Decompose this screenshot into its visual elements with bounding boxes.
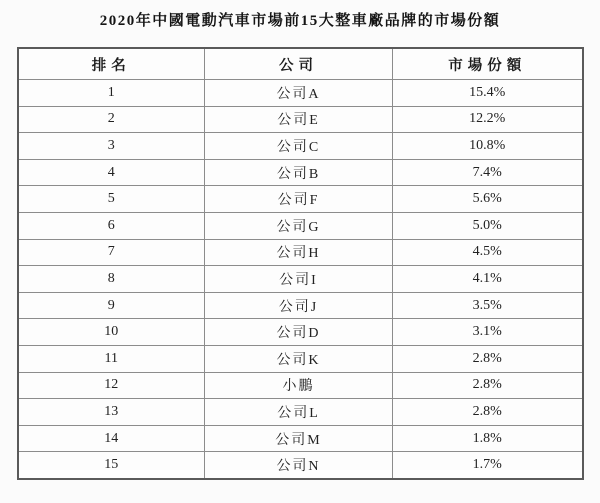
share-cell: 10.8% [393, 133, 583, 160]
company-cell: 公司C [205, 133, 393, 160]
table-row [18, 425, 583, 452]
company-cell: 公司N [205, 452, 393, 479]
table-row [18, 159, 583, 186]
table-row [18, 372, 583, 399]
company-cell: 小鵬 [205, 372, 393, 399]
column-header-company: 公司 [205, 48, 393, 80]
table-row [18, 239, 583, 266]
company-cell: 公司I [205, 266, 393, 293]
table-row [18, 452, 583, 479]
company-cell: 公司F [205, 186, 393, 213]
share-cell: 7.4% [393, 159, 583, 186]
company-cell: 公司H [205, 239, 393, 266]
rank-cell: 10 [18, 319, 205, 346]
rank-cell: 12 [18, 372, 205, 399]
company-cell: 公司G [205, 212, 393, 239]
table-body [18, 80, 583, 479]
table-row [18, 399, 583, 426]
rank-cell: 1 [18, 80, 205, 107]
table-row [18, 186, 583, 213]
rank-cell: 3 [18, 133, 205, 160]
company-cell: 公司B [205, 159, 393, 186]
share-cell: 2.8% [393, 372, 583, 399]
share-cell: 12.2% [393, 106, 583, 133]
rank-cell: 6 [18, 212, 205, 239]
rank-cell: 13 [18, 399, 205, 426]
column-header-rank: 排名 [18, 48, 205, 80]
rank-cell: 9 [18, 292, 205, 319]
rank-cell: 5 [18, 186, 205, 213]
rank-cell: 11 [18, 345, 205, 372]
column-header-market-share: 市場份額 [393, 48, 583, 80]
market-share-table [17, 47, 584, 480]
share-cell: 1.8% [393, 425, 583, 452]
table-row [18, 106, 583, 133]
share-cell: 3.5% [393, 292, 583, 319]
table-row [18, 212, 583, 239]
share-cell: 1.7% [393, 452, 583, 479]
table-row [18, 345, 583, 372]
share-cell: 5.0% [393, 212, 583, 239]
rank-cell: 4 [18, 159, 205, 186]
share-cell: 4.5% [393, 239, 583, 266]
rank-cell: 14 [18, 425, 205, 452]
share-cell: 3.1% [393, 319, 583, 346]
company-cell: 公司J [205, 292, 393, 319]
company-cell: 公司L [205, 399, 393, 426]
company-cell: 公司M [205, 425, 393, 452]
table-row [18, 266, 583, 293]
table-row [18, 319, 583, 346]
table-row [18, 80, 583, 107]
company-cell: 公司D [205, 319, 393, 346]
rank-cell: 15 [18, 452, 205, 479]
company-cell: 公司K [205, 345, 393, 372]
share-cell: 5.6% [393, 186, 583, 213]
share-cell: 2.8% [393, 399, 583, 426]
table-row [18, 133, 583, 160]
share-cell: 2.8% [393, 345, 583, 372]
company-cell: 公司E [205, 106, 393, 133]
share-cell: 4.1% [393, 266, 583, 293]
company-cell: 公司A [205, 80, 393, 107]
share-cell: 15.4% [393, 80, 583, 107]
table-header [18, 48, 583, 80]
rank-cell: 2 [18, 106, 205, 133]
rank-cell: 8 [18, 266, 205, 293]
page-title: 2020年中國電動汽車市場前15大整車廠品牌的市場份額 [99, 13, 501, 29]
rank-cell: 7 [18, 239, 205, 266]
table-row [18, 292, 583, 319]
header-row [18, 48, 583, 80]
